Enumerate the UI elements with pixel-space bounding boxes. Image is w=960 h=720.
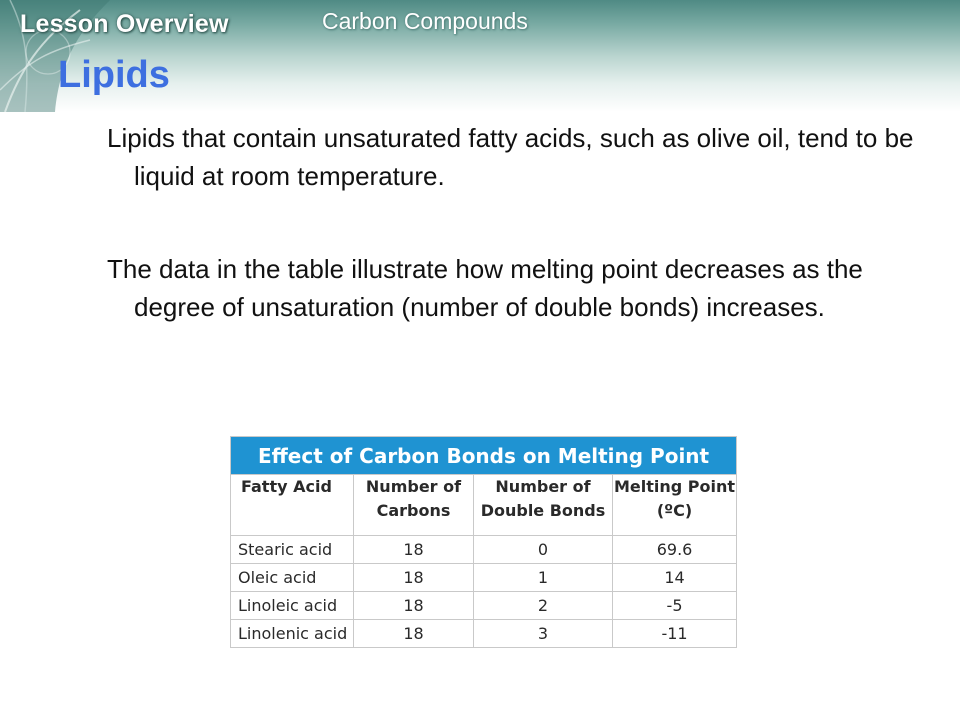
fatty-acid-cell: Linolenic acid xyxy=(231,620,354,648)
lesson-overview-label: Lesson Overview xyxy=(20,10,229,38)
slide-title: Lipids xyxy=(58,54,170,96)
fatty-acid-cell: Oleic acid xyxy=(231,564,354,592)
double-bonds-cell: 1 xyxy=(474,564,613,592)
fatty-acid-cell: Linoleic acid xyxy=(231,592,354,620)
melting-point-cell: -11 xyxy=(613,620,737,648)
table-row xyxy=(231,564,737,592)
lesson-topic-label: Carbon Compounds xyxy=(322,8,528,34)
column-header-melting-point: Melting Point (ºC) xyxy=(613,475,737,536)
fatty-acid-cell: Stearic acid xyxy=(231,536,354,564)
table-row xyxy=(231,592,737,620)
carbons-cell: 18 xyxy=(354,564,474,592)
table-row xyxy=(231,620,737,648)
carbons-cell: 18 xyxy=(354,620,474,648)
column-header-fatty-acid: Fatty Acid xyxy=(231,475,354,536)
carbons-cell: 18 xyxy=(354,536,474,564)
double-bonds-cell: 2 xyxy=(474,592,613,620)
melting-point-cell: 14 xyxy=(613,564,737,592)
double-bonds-cell: 0 xyxy=(474,536,613,564)
melting-point-cell: 69.6 xyxy=(613,536,737,564)
melting-point-cell: -5 xyxy=(613,592,737,620)
carbons-cell: 18 xyxy=(354,592,474,620)
table-title: Effect of Carbon Bonds on Melting Point xyxy=(231,437,737,475)
column-header-double-bonds: Number of Double Bonds xyxy=(474,475,613,536)
column-header-carbons: Number of Carbons xyxy=(354,475,474,536)
table-header-row xyxy=(231,475,737,536)
paragraph-melting-point: The data in the table illustrate how melting point decreases as the degree of unsaturation (number of double bonds) increases. xyxy=(107,254,863,322)
table-row xyxy=(231,536,737,564)
table-title-row xyxy=(231,437,737,475)
melting-point-table xyxy=(230,436,737,648)
double-bonds-cell: 3 xyxy=(474,620,613,648)
paragraph-unsaturated-lipids: Lipids that contain unsaturated fatty acids, such as olive oil, tend to be liquid at room temperature. xyxy=(107,123,914,191)
